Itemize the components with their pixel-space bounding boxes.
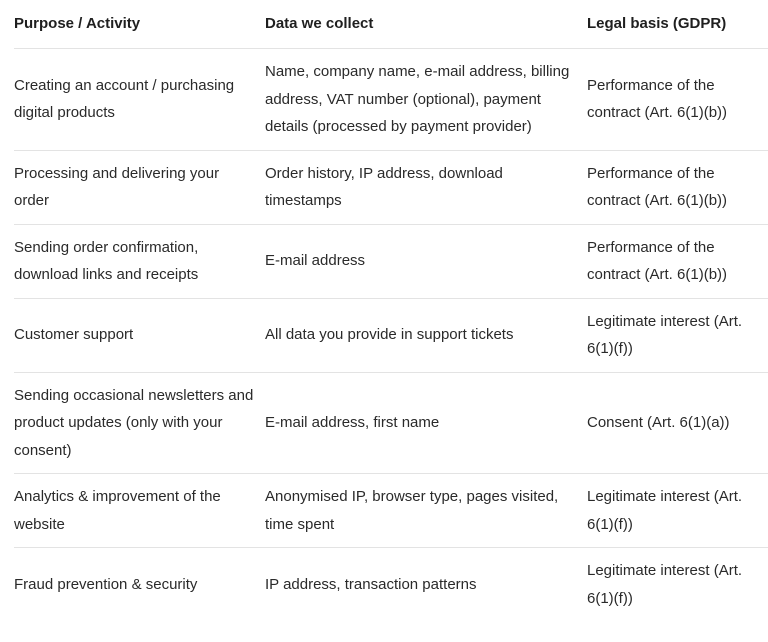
cell-data-collected: E-mail address, first name: [265, 372, 587, 474]
header-row: [14, 0, 768, 49]
table-row: [14, 474, 768, 548]
cell-legal-basis: Legitimate interest (Art. 6(1)(f)): [587, 298, 768, 372]
cell-data-collected: Anonymised IP, browser type, pages visited, time spent: [265, 474, 587, 548]
cell-purpose: Sending occasional newsletters and product updates (only with your consent): [14, 372, 265, 474]
cell-purpose: Analytics & improvement of the website: [14, 474, 265, 548]
cell-data-collected: All data you provide in support tickets: [265, 298, 587, 372]
cell-legal-basis: Legitimate interest (Art. 6(1)(f)): [587, 562, 743, 607]
table-row: [14, 49, 768, 151]
table-body: [14, 49, 768, 622]
cell-purpose: Fraud prevention & security: [14, 575, 198, 593]
table-row: [14, 298, 768, 372]
cell-data-collected: E-mail address: [265, 224, 587, 298]
cell-data-collected: Order history, IP address, download timestamps: [265, 150, 587, 224]
table-header: [14, 0, 768, 49]
table-row: [14, 548, 768, 622]
header-purpose: Purpose / Activity: [14, 0, 265, 49]
table-row: [14, 150, 768, 224]
data-processing-table: [14, 0, 768, 621]
cell-legal-basis: Performance of the contract (Art. 6(1)(b)): [587, 150, 768, 224]
cell-data-collected: Name, company name, e-mail address, billing address, VAT number (optional), payment details (processed by payment provider): [265, 49, 587, 151]
cell-purpose: Creating an account / purchasing digital products: [14, 49, 265, 151]
cell-purpose: Processing and delivering your order: [14, 150, 265, 224]
table-row: [14, 372, 768, 474]
cell-data-collected: IP address, transaction patterns: [265, 575, 477, 593]
cell-legal-basis: Performance of the contract (Art. 6(1)(b)): [587, 49, 768, 151]
table-row: [14, 224, 768, 298]
cell-purpose: Customer support: [14, 298, 265, 372]
cell-legal-basis: Legitimate interest (Art. 6(1)(f)): [587, 474, 768, 548]
header-data-collected: Data we collect: [265, 0, 587, 49]
cell-purpose: Sending order confirmation, download links and receipts: [14, 224, 265, 298]
cell-legal-basis: Performance of the contract (Art. 6(1)(b)): [587, 224, 768, 298]
cell-legal-basis: Consent (Art. 6(1)(a)): [587, 372, 768, 474]
header-legal-basis: Legal basis (GDPR): [587, 0, 768, 49]
